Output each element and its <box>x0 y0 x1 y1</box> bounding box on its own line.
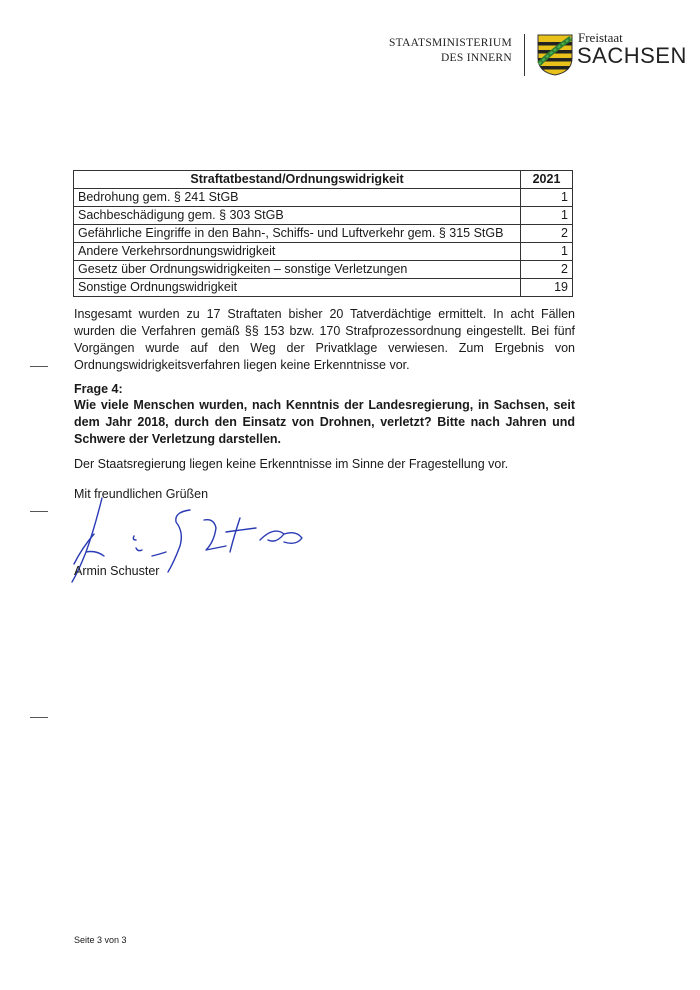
count-cell: 19 <box>521 279 573 297</box>
table-row <box>74 279 573 297</box>
offense-statistics-table <box>73 170 573 297</box>
offense-cell: Gesetz über Ordnungswidrigkeiten – sonstige Verletzungen <box>74 261 521 279</box>
letterhead <box>0 30 700 84</box>
table-header-row <box>74 171 573 189</box>
brand-freistaat: Freistaat <box>578 30 623 45</box>
fold-mark <box>30 366 48 367</box>
offense-cell: Sonstige Ordnungswidrigkeit <box>74 279 521 297</box>
table-row <box>74 207 573 225</box>
question-label: Frage 4: <box>74 382 123 396</box>
offense-cell: Sachbeschädigung gem. § 303 StGB <box>74 207 521 225</box>
ministry-name <box>389 36 512 66</box>
count-cell: 1 <box>521 207 573 225</box>
header-divider <box>524 34 525 76</box>
signer-name: Armin Schuster <box>74 564 160 578</box>
table-row <box>74 261 573 279</box>
count-cell: 2 <box>521 225 573 243</box>
count-cell: 1 <box>521 189 573 207</box>
table-row <box>74 225 573 243</box>
column-header-offense: Straftatbestand/Ordnungswidrigkeit <box>74 171 521 189</box>
count-cell: 2 <box>521 261 573 279</box>
summary-paragraph: Insgesamt wurden zu 17 Straftaten bisher 20 Tatverdächtige ermittelt. In acht Fällen wurden die Verfahren gemäß §§ 153 bzw. 170 Strafprozessordnung eingestellt. Bei fünf Vorgängen wurde auf den Weg der Privatklage verwiesen. Zum Ergebnis von Ordnungswidrigkeitsverfahren liegen keine Erkenntnisse vor. <box>74 307 575 372</box>
offense-cell: Gefährliche Eingriffe in den Bahn-, Schiffs- und Luftverkehr gem. § 315 StGB <box>74 225 521 243</box>
fold-mark <box>30 717 48 718</box>
brand-sachsen: SACHSEN <box>577 43 687 68</box>
page-number: Seite 3 von 3 <box>74 935 127 945</box>
punch-mark <box>30 511 48 512</box>
column-header-year: 2021 <box>521 171 573 189</box>
ministry-line-1: STAATSMINISTERIUM <box>388 37 512 49</box>
count-cell: 1 <box>521 243 573 261</box>
offense-cell: Bedrohung gem. § 241 StGB <box>74 189 521 207</box>
closing-greeting: Mit freundlichen Grüßen <box>74 487 209 501</box>
question-text: Wie viele Menschen wurden, nach Kenntnis der Landesregierung, in Sachsen, seit dem Jahr 2018, durch den Einsatz von Drohnen, verletzt? Bitte nach Jahren und Schwere der Verletzung darstellen. <box>74 398 575 446</box>
table-row <box>74 243 573 261</box>
saxony-coat-of-arms-icon <box>537 34 573 76</box>
offense-cell: Andere Verkehrsordnungswidrigkeit <box>74 243 521 261</box>
ministry-line-2: DES INNERN <box>440 52 512 64</box>
answer-text: Der Staatsregierung liegen keine Erkenntnisse im Sinne der Fragestellung vor. <box>74 457 509 471</box>
table-row <box>74 189 573 207</box>
